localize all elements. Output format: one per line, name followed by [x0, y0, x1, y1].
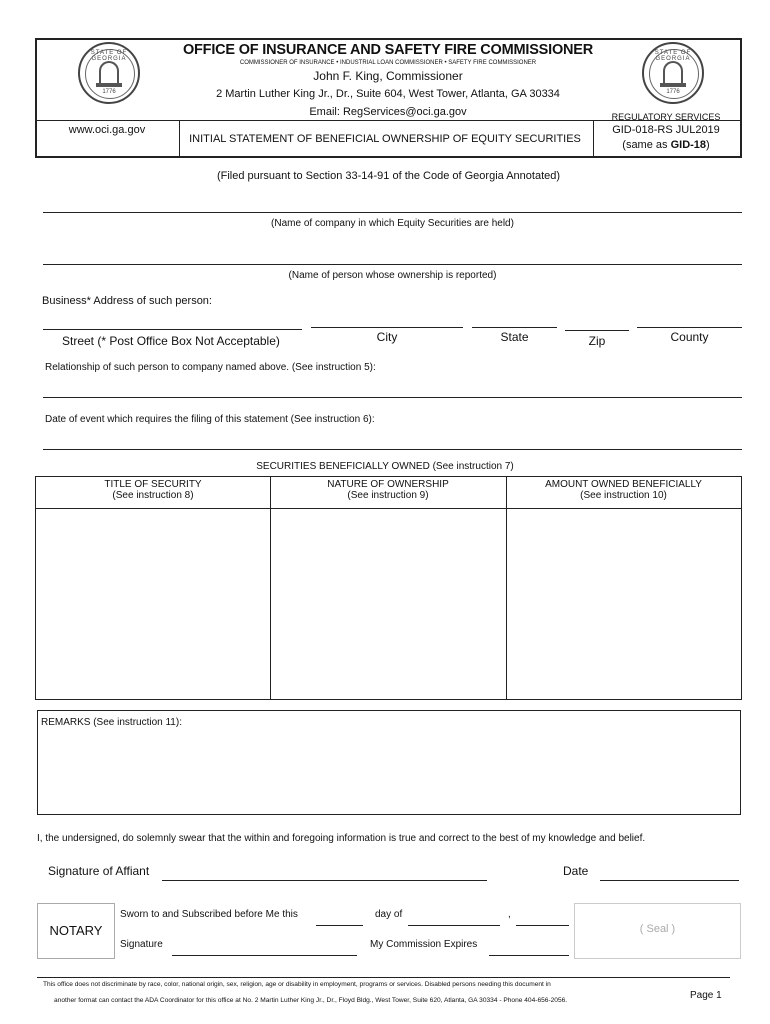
city-field[interactable] [311, 327, 463, 328]
office-title: OFFICE OF INSURANCE AND SAFETY FIRE COMMISSIONER [182, 42, 594, 58]
remarks-field[interactable] [37, 710, 741, 815]
office-email: Email: RegServices@oci.ga.gov [309, 106, 467, 118]
sworn-month-field[interactable] [408, 925, 500, 926]
signature-affiant-field[interactable] [162, 880, 487, 881]
title-of-security-cell[interactable] [37, 510, 269, 698]
date-field[interactable] [600, 880, 739, 881]
state-field[interactable] [472, 327, 557, 328]
remarks-label: REMARKS (See instruction 11): [41, 717, 182, 728]
date-label: Date [563, 864, 589, 878]
filed-pursuant: (Filed pursuant to Section 33-14-91 of the Code of Georgia Annotated) [216, 170, 561, 182]
georgia-seal-right-icon: STATE OF GEORGIA 1776 [642, 42, 704, 104]
table-header-divider [36, 508, 741, 509]
same-as-code: (same as GID-18) [622, 139, 710, 151]
footer-notice-line1: This office does not discriminate by race, color, national origin, sex, religion, age or disability in employment, programs or services. Disabled persons needing this document in [43, 981, 551, 988]
sworn-label: Sworn to and Subscribed before Me this [120, 909, 298, 920]
form-title: INITIAL STATEMENT OF BENEFICIAL OWNERSHIP OF EQUITY SECURITIES [189, 133, 581, 145]
form-code: GID-018-RS JUL2019 [612, 124, 720, 136]
securities-table [35, 476, 742, 700]
commission-expires-label: My Commission Expires [370, 939, 478, 950]
office-address: 2 Martin Luther King Jr., Dr., Suite 604, West Tower, Atlanta, GA 30334 [216, 88, 560, 100]
person-name-field[interactable] [43, 264, 742, 265]
amount-owned-cell[interactable] [508, 510, 740, 698]
notary-signature-field[interactable] [172, 955, 357, 956]
website-link[interactable]: www.oci.ga.gov [68, 124, 146, 136]
oath-statement: I, the undersigned, do solemnly swear that the within and foregoing information is true and correct to the best of my knowledge and belief. [37, 833, 646, 844]
footer-divider [37, 977, 730, 978]
table-column-divider [506, 477, 507, 699]
office-subtitle: COMMISSIONER OF INSURANCE • INDUSTRIAL LOAN COMMISSIONER • SAFETY FIRE COMMISSIONER [239, 60, 537, 66]
notary-signature-label: Signature [120, 939, 163, 950]
footer-notice-line2: another format can contact the ADA Coordinator for this office at No. 2 Martin Luther King Jr., Dr., Floyd Bldg., West Tower, Suite 620, Atlanta, GA 30334 - Phone 404-656-2056. [54, 997, 568, 1004]
commissioner-name: John F. King, Commissioner [313, 69, 463, 83]
city-label: City [376, 330, 398, 344]
day-of-label: day of [375, 909, 403, 920]
business-address-label: Business* Address of such person: [42, 295, 212, 307]
date-event-field[interactable] [43, 449, 742, 450]
street-label: Street (* Post Office Box Not Acceptable) [62, 334, 280, 348]
nature-of-ownership-cell[interactable] [272, 510, 505, 698]
table-column-divider [270, 477, 271, 699]
notary-seal-box [574, 903, 741, 959]
seal-label: ( Seal ) [639, 923, 676, 935]
column-header-nature: NATURE OF OWNERSHIP (See instruction 9) [327, 479, 449, 501]
sworn-year-field[interactable] [516, 925, 569, 926]
company-name-field[interactable] [43, 212, 742, 213]
state-label: State [500, 330, 529, 344]
regulatory-services: REGULATORY SERVICES [611, 112, 721, 122]
column-header-title: TITLE OF SECURITY (See instruction 8) [104, 479, 202, 501]
county-field[interactable] [637, 327, 742, 328]
column-header-amount: AMOUNT OWNED BENEFICIALLY (See instruction 10) [545, 479, 702, 501]
county-label: County [670, 330, 709, 344]
company-name-label: (Name of company in which Equity Securities are held) [271, 218, 514, 229]
person-name-label: (Name of person whose ownership is reported) [288, 270, 497, 281]
commission-expires-field[interactable] [489, 955, 569, 956]
street-field[interactable] [43, 329, 302, 330]
comma-separator: , [508, 909, 511, 920]
page-number: Page 1 [690, 990, 722, 1001]
georgia-seal-left-icon: STATE OF GEORGIA 1776 [78, 42, 140, 104]
zip-label: Zip [588, 334, 606, 348]
relationship-label: Relationship of such person to company named above. (See instruction 5): [45, 362, 376, 373]
signature-affiant-label: Signature of Affiant [48, 864, 150, 878]
zip-field[interactable] [565, 330, 629, 331]
date-event-label: Date of event which requires the filing of this statement (See instruction 6): [45, 414, 375, 425]
sworn-day-field[interactable] [316, 925, 363, 926]
notary-box [37, 903, 115, 959]
notary-label: NOTARY [49, 923, 103, 938]
securities-heading: SECURITIES BENEFICIALLY OWNED (See instruction 7) [256, 461, 514, 472]
relationship-field[interactable] [43, 397, 742, 398]
